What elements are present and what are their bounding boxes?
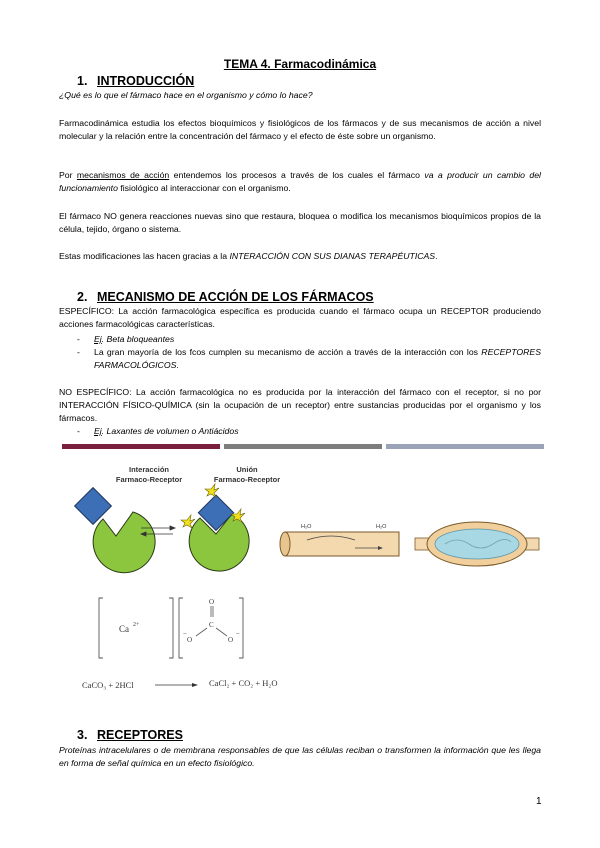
list-item bbox=[77, 425, 239, 438]
text-run: Por bbox=[59, 170, 77, 180]
section-1-title: INTRODUCCIÓN bbox=[97, 74, 195, 88]
text-run: . bbox=[435, 251, 438, 261]
text-run: La gran mayoría de los fcos cumplen su mecanismo de acción a través de la interacción con los bbox=[94, 347, 482, 357]
charge-label: − bbox=[183, 630, 187, 638]
receptor-bound-icon bbox=[181, 484, 249, 571]
example-abbrev: Ej bbox=[94, 426, 102, 436]
section-3-title: RECEPTORES bbox=[97, 728, 183, 742]
text-run: fisiológico al interaccionar con el organismo. bbox=[117, 183, 291, 193]
oxygen-label: O bbox=[209, 598, 215, 606]
dash: - bbox=[77, 426, 80, 436]
label-binding-line2: Farmaco-Receptor bbox=[213, 475, 281, 484]
section-1-number: 1. bbox=[77, 74, 88, 88]
section-3-paragraph: Proteínas intracelulares o de membrana responsables de que las células reciban o transformen la información que les llega en forma de señal química en un efecto fisiológico. bbox=[59, 745, 541, 768]
swollen-intestine-icon bbox=[415, 522, 539, 566]
water-label: H₂O bbox=[376, 524, 387, 530]
specific-paragraph: ESPECÍFICO: La acción farmacológica específica es producida cuando el fármaco ocupa un RECEPTOR produciendo acciones farmacológicas características. bbox=[59, 306, 541, 329]
label-binding-line1: Unión bbox=[236, 465, 258, 474]
list-item bbox=[77, 333, 175, 346]
dash: - bbox=[77, 347, 80, 357]
equation-reactants: CaCO₃ + 2HCl bbox=[82, 680, 134, 690]
section-1-heading bbox=[77, 74, 194, 88]
example-text: . Beta bloqueantes bbox=[101, 334, 175, 344]
section-2-title: MECANISMO DE ACCIÓN DE LOS FÁRMACOS bbox=[97, 290, 374, 304]
receptor-open-icon bbox=[75, 488, 155, 573]
section-2-number: 2. bbox=[77, 290, 88, 304]
example-abbrev: Ej bbox=[94, 334, 102, 344]
drug-icon bbox=[75, 488, 112, 525]
color-bar-3 bbox=[386, 444, 544, 449]
reaction-arrow-icon bbox=[155, 683, 198, 687]
intestine-tube-icon bbox=[280, 524, 399, 556]
label-interaction-line1: Interacción bbox=[128, 465, 170, 474]
text-run-italic: INTERACCIÓN CON SUS DIANAS TERAPÉUTICAS bbox=[229, 251, 436, 261]
section-1-question: ¿Qué es lo que el fármaco hace en el organismo y cómo lo hace? bbox=[59, 90, 313, 100]
text-run: entendemos los procesos a través de los cuales el fármaco bbox=[169, 170, 425, 180]
text-run-italic: va a producir un cambio del funcionamiento bbox=[59, 170, 541, 193]
section-1-paragraph-2 bbox=[59, 169, 541, 195]
list-item bbox=[77, 346, 541, 372]
section-2-heading bbox=[77, 290, 374, 304]
section-3-heading bbox=[77, 728, 183, 742]
carbon-label: C bbox=[209, 621, 214, 629]
section-1-paragraph-3: El fármaco NO genera reacciones nuevas sino que restaura, bloquea o modifica los mecanismos bioquímicos propios de la célula, tejido, órgano o sistema. bbox=[59, 211, 541, 234]
page-title: TEMA 4. Farmacodinámica bbox=[223, 57, 377, 71]
section-1-paragraph-1: Farmacodinámica estudia los efectos bioquímicos y fisiológicos de los fármacos y de sus mecanismos de acción a nivel molecular y la relación entre la concentración del fármaco y el efecto de éste sobre un organismo. bbox=[59, 118, 541, 141]
example-text: . Laxantes de volumen o Antiácidos bbox=[101, 426, 239, 436]
charge-label: − bbox=[236, 630, 240, 638]
dash: - bbox=[77, 334, 80, 344]
text-run-italic: RECEPTORES FARMACOLÓGICOS bbox=[94, 347, 541, 370]
mechanism-term: mecanismos de acción bbox=[76, 170, 170, 180]
oxygen-label: O bbox=[228, 636, 234, 644]
mechanism-figure bbox=[59, 452, 545, 710]
text-run: . bbox=[176, 360, 179, 370]
color-bar-1 bbox=[62, 444, 220, 449]
color-bar-2 bbox=[224, 444, 382, 449]
non-specific-paragraph: NO ESPECÍFICO: La acción farmacológica no es producida por la interacción del fármaco con el receptor, si no por INTERACCIÓN FÍSICO-QUÍMICA (sin la ocupación de un receptor) entre sustancias producidas por el organismo y los fármacos. bbox=[59, 387, 541, 423]
water-label: H₂O bbox=[301, 524, 312, 530]
page-number: 1 bbox=[536, 796, 542, 807]
oxygen-label: O bbox=[187, 636, 193, 644]
calcium-charge: 2+ bbox=[133, 622, 140, 628]
calcium-label: Ca bbox=[119, 624, 129, 634]
equation-products: CaCl₂ + CO₂ + H₂O bbox=[209, 678, 278, 688]
section-1-paragraph-4 bbox=[59, 250, 541, 263]
spark-icon bbox=[205, 484, 219, 497]
text-run: Estas modificaciones las hacen gracias a la bbox=[59, 251, 230, 261]
section-3-number: 3. bbox=[77, 728, 88, 742]
label-interaction-line2: Farmaco-Receptor bbox=[115, 475, 183, 484]
